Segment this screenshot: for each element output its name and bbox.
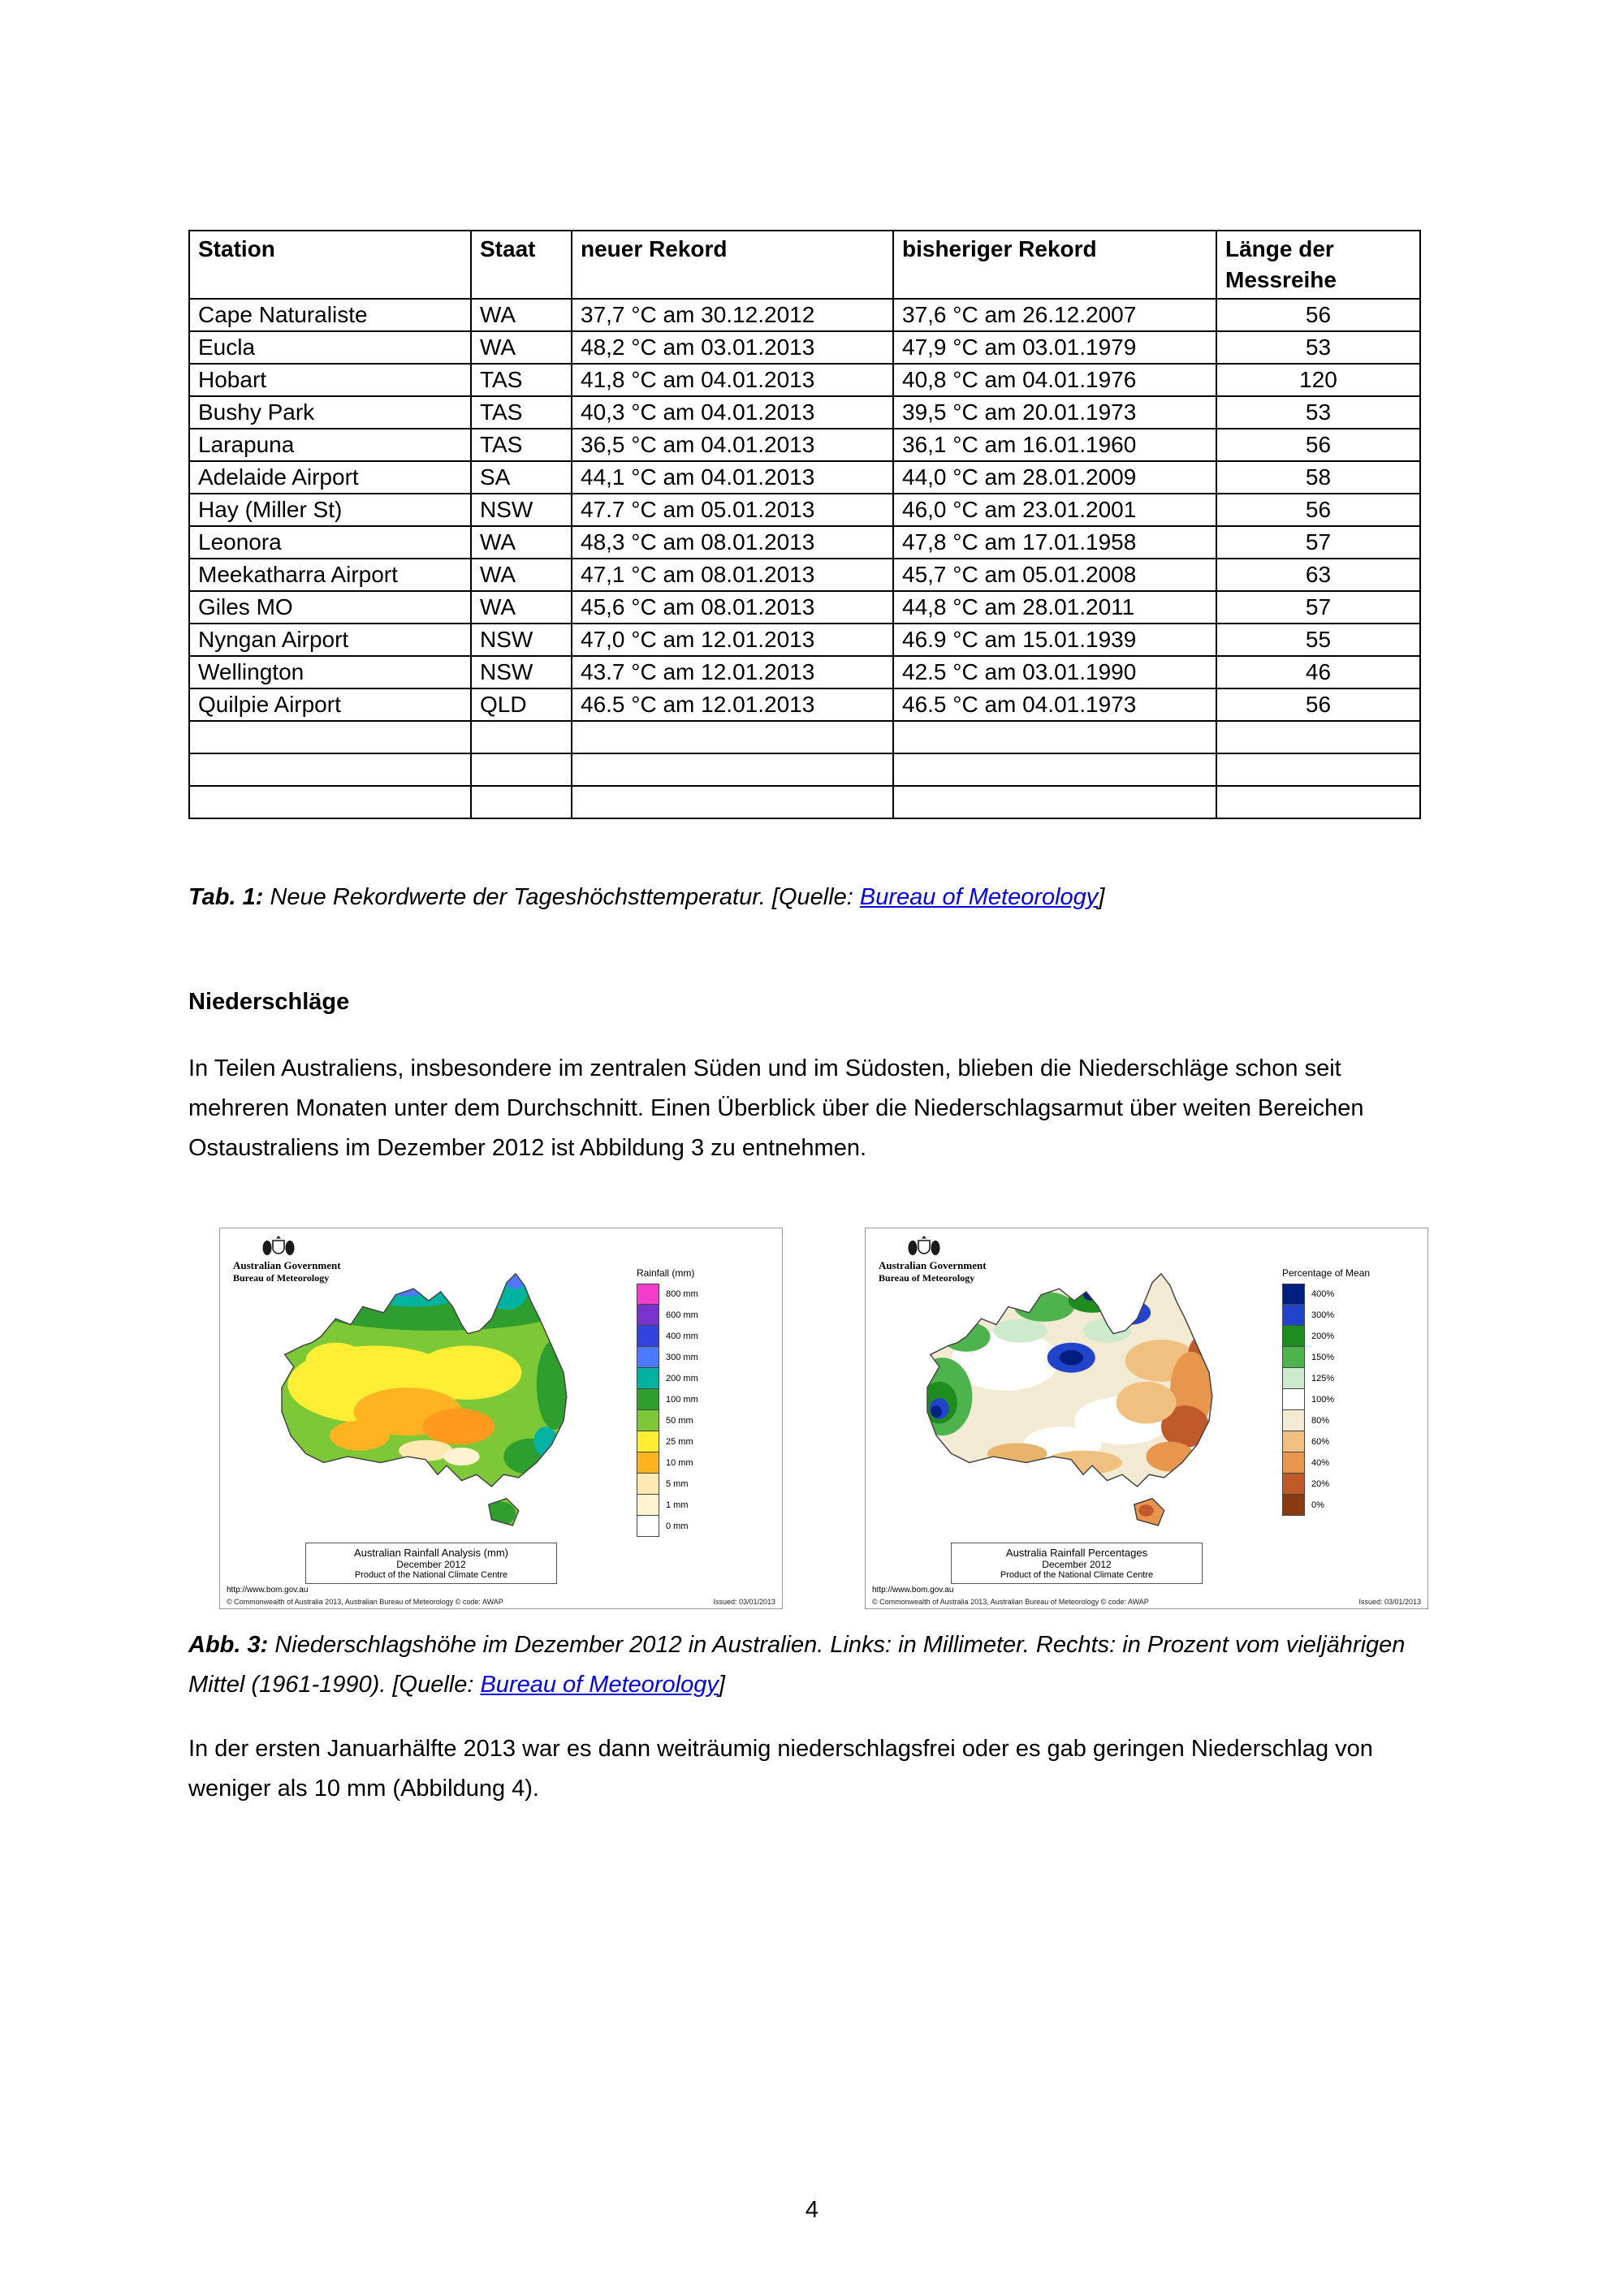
table-cell: 47,8 °C am 17.01.1958: [893, 526, 1216, 559]
map-title-line2: December 2012: [1042, 1559, 1112, 1570]
table-row: [189, 494, 1420, 526]
legend-item: [1282, 1410, 1408, 1431]
legend-label: 400%: [1311, 1289, 1335, 1299]
legend-item: [1282, 1474, 1408, 1495]
table-cell: SA: [471, 461, 572, 494]
table-cell: Hobart: [189, 364, 471, 396]
gov-line-1: Australian Government: [233, 1259, 341, 1271]
legend-item: [1282, 1389, 1408, 1410]
legend-swatch: [637, 1389, 659, 1410]
legend-label: 600 mm: [666, 1310, 698, 1320]
gov-line-1: Australian Government: [879, 1259, 987, 1271]
table-cell: Wellington: [189, 656, 471, 688]
legend-swatch: [637, 1284, 659, 1305]
table-cell: 55: [1216, 624, 1420, 656]
table-cell: [471, 721, 572, 753]
legend-label: 40%: [1311, 1458, 1330, 1468]
table-cell: Bushy Park: [189, 396, 471, 429]
table-cell: 39,5 °C am 20.01.1973: [893, 396, 1216, 429]
records-table-body: [189, 299, 1420, 818]
table-cell: [471, 786, 572, 818]
table-cell: [572, 753, 893, 786]
legend-item: [637, 1495, 762, 1516]
table-row: [189, 786, 1420, 818]
table-cell: Giles MO: [189, 591, 471, 624]
figure-caption: [188, 1625, 1423, 1705]
col-header-bisheriger-rekord: bisheriger Rekord: [893, 231, 1216, 299]
table-row: [189, 396, 1420, 429]
legend-label: 10 mm: [666, 1458, 693, 1468]
section-heading-niederschlaege: Niederschläge: [188, 989, 350, 1015]
table-cell: 56: [1216, 494, 1420, 526]
australia-percentage-map-graphic: [888, 1271, 1278, 1547]
table-cell: 63: [1216, 559, 1420, 591]
table-cell: 46.9 °C am 15.01.1939: [893, 624, 1216, 656]
legend-swatch: [1282, 1452, 1305, 1474]
table-cell: 46,0 °C am 23.01.2001: [893, 494, 1216, 526]
coat-of-arms-icon: [261, 1235, 296, 1258]
gov-line-2: Bureau of Meteorology: [879, 1272, 975, 1284]
legend-swatch: [637, 1495, 659, 1516]
table-caption: [188, 878, 1423, 917]
legend-item: [637, 1305, 762, 1326]
legend-item: [1282, 1284, 1408, 1305]
table-cell: [189, 721, 471, 753]
table-cell: 48,2 °C am 03.01.2013: [572, 331, 893, 364]
table-row: [189, 721, 1420, 753]
legend-swatch: [1282, 1368, 1305, 1389]
legend-item: [637, 1389, 762, 1410]
legend-label: 125%: [1311, 1374, 1335, 1383]
table-cell: 40,8 °C am 04.01.1976: [893, 364, 1216, 396]
legend-swatch: [1282, 1326, 1305, 1347]
gov-line-2: Bureau of Meteorology: [233, 1272, 330, 1284]
legend-label: 200%: [1311, 1331, 1335, 1341]
table-cell: NSW: [471, 624, 572, 656]
legend-label: 0 mm: [666, 1521, 689, 1531]
table-row: [189, 299, 1420, 331]
table-row: [189, 656, 1420, 688]
legend-item: [637, 1284, 762, 1305]
table-row: [189, 429, 1420, 461]
legend-label: 300%: [1311, 1310, 1335, 1320]
legend-label: 80%: [1311, 1416, 1330, 1426]
table-cell: 37,6 °C am 26.12.2007: [893, 299, 1216, 331]
table-cell: [189, 786, 471, 818]
legend-swatch: [1282, 1347, 1305, 1368]
bureau-of-meteorology-link-1[interactable]: Bureau of Meteorology: [859, 884, 1099, 910]
map-url: http://www.bom.gov.au: [872, 1586, 954, 1595]
map-url: http://www.bom.gov.au: [227, 1586, 309, 1595]
temperature-records-table: [188, 230, 1421, 819]
legend-items: [637, 1284, 762, 1537]
legend-item: [1282, 1452, 1408, 1474]
table-cell: 48,3 °C am 08.01.2013: [572, 526, 893, 559]
table-cell: [893, 721, 1216, 753]
legend-item: [1282, 1305, 1408, 1326]
table-row: [189, 461, 1420, 494]
table-cell: Adelaide Airport: [189, 461, 471, 494]
table-row: [189, 624, 1420, 656]
legend-label: 100%: [1311, 1395, 1335, 1405]
table-cell: 40,3 °C am 04.01.2013: [572, 396, 893, 429]
legend-label: 150%: [1311, 1353, 1335, 1362]
legend-item: [637, 1410, 762, 1431]
australia-rainfall-map-graphic: [243, 1271, 633, 1547]
col-header-station: Station: [189, 231, 471, 299]
legend-swatch: [637, 1368, 659, 1389]
legend-swatch: [637, 1431, 659, 1452]
table-caption-close: ]: [1098, 884, 1105, 910]
table-cell: 45,6 °C am 08.01.2013: [572, 591, 893, 624]
legend-label: 100 mm: [666, 1395, 698, 1405]
table-head: [189, 231, 1420, 299]
legend-swatch: [1282, 1474, 1305, 1495]
table-cell: 44,8 °C am 28.01.2011: [893, 591, 1216, 624]
table-cell: 46: [1216, 656, 1420, 688]
legend-label: 50 mm: [666, 1416, 693, 1426]
table-cell: Quilpie Airport: [189, 688, 471, 721]
table-cell: WA: [471, 299, 572, 331]
table-cell: 42.5 °C am 03.01.1990: [893, 656, 1216, 688]
map-title-line2: December 2012: [396, 1559, 466, 1570]
table-cell: TAS: [471, 396, 572, 429]
figure-3-maps: [219, 1228, 1428, 1609]
legend-item: [637, 1474, 762, 1495]
figure-caption-close: ]: [718, 1672, 725, 1698]
table-cell: [189, 753, 471, 786]
legend-label: 300 mm: [666, 1353, 698, 1362]
legend-label: 800 mm: [666, 1289, 698, 1299]
table-cell: 47,9 °C am 03.01.1979: [893, 331, 1216, 364]
table-cell: [471, 753, 572, 786]
table-caption-text: Neue Rekordwerte der Tageshöchsttemperatur. [Quelle:: [263, 884, 860, 910]
table-cell: Larapuna: [189, 429, 471, 461]
map-issued: Issued: 03/01/2013: [713, 1598, 775, 1606]
legend-swatch: [1282, 1431, 1305, 1452]
legend-item: [1282, 1368, 1408, 1389]
table-cell: Meekatharra Airport: [189, 559, 471, 591]
table-cell: [572, 721, 893, 753]
table-cell: [893, 753, 1216, 786]
table-cell: 47.7 °C am 05.01.2013: [572, 494, 893, 526]
legend-swatch: [637, 1474, 659, 1495]
map-footer: [872, 1598, 1421, 1606]
legend-item: [637, 1326, 762, 1347]
legend-swatch: [1282, 1305, 1305, 1326]
table-cell: WA: [471, 526, 572, 559]
table-cell: 56: [1216, 429, 1420, 461]
map-title-line1: Australia Rainfall Percentages: [1005, 1547, 1148, 1559]
table-cell: 56: [1216, 299, 1420, 331]
table-cell: WA: [471, 331, 572, 364]
figure-caption-text: Niederschlagshöhe im Dezember 2012 in Australien. Links: in Millimeter. Rechts: in Prozent vom vieljährigen Mittel (1961-1990). [Quelle:: [188, 1632, 1406, 1698]
legend-label: 0%: [1311, 1500, 1324, 1510]
legend-item: [637, 1452, 762, 1474]
legend-label: 20%: [1311, 1479, 1330, 1489]
table-cell: Cape Naturaliste: [189, 299, 471, 331]
legend-label: 200 mm: [666, 1374, 698, 1383]
rainfall-mm-map: [219, 1228, 783, 1609]
table-row: [189, 591, 1420, 624]
rainfall-percentage-map: [865, 1228, 1428, 1609]
table-cell: NSW: [471, 494, 572, 526]
legend-swatch: [637, 1326, 659, 1347]
table-cell: Hay (Miller St): [189, 494, 471, 526]
table-cell: 43.7 °C am 12.01.2013: [572, 656, 893, 688]
table-cell: 41,8 °C am 04.01.2013: [572, 364, 893, 396]
table-cell: QLD: [471, 688, 572, 721]
legend-item: [1282, 1431, 1408, 1452]
legend-swatch: [637, 1305, 659, 1326]
map-copyright: © Commonwealth of Australia 2013, Australian Bureau of Meteorology © code: AWAP: [227, 1598, 503, 1606]
legend-item: [1282, 1326, 1408, 1347]
table-caption-label: Tab. 1:: [188, 884, 264, 910]
legend-label: 60%: [1311, 1437, 1330, 1447]
table-cell: [1216, 721, 1420, 753]
table-header-row: [189, 231, 1420, 299]
bureau-of-meteorology-link-2[interactable]: Bureau of Meteorology: [480, 1672, 719, 1698]
legend-item: [637, 1516, 762, 1537]
legend-label: 1 mm: [666, 1500, 689, 1510]
legend-swatch: [1282, 1284, 1305, 1305]
legend-item: [1282, 1347, 1408, 1368]
map-title-line1: Australian Rainfall Analysis (mm): [353, 1547, 508, 1559]
legend-swatch: [637, 1516, 659, 1537]
legend-title: Rainfall (mm): [637, 1267, 695, 1279]
table-cell: Eucla: [189, 331, 471, 364]
table-cell: [1216, 786, 1420, 818]
map-title-block: [305, 1543, 557, 1584]
paragraph-rainfall-overview: In Teilen Australiens, insbesondere im zentralen Süden und im Südosten, blieben die Niederschläge schon seit mehreren Monaten unter dem Durchschnitt. Einen Überblick über die Niederschlagsarmut über weiten Bereichen Ostaustraliens im Dezember 2012 ist Abbildung 3 zu entnehmen.: [188, 1055, 1364, 1161]
legend-label: 5 mm: [666, 1479, 689, 1489]
table-cell: 36,1 °C am 16.01.1960: [893, 429, 1216, 461]
table-cell: 56: [1216, 688, 1420, 721]
table-cell: TAS: [471, 364, 572, 396]
table-cell: [1216, 753, 1420, 786]
legend-items: [1282, 1284, 1408, 1516]
table-cell: WA: [471, 591, 572, 624]
table-cell: 46.5 °C am 04.01.1973: [893, 688, 1216, 721]
legend-item: [637, 1347, 762, 1368]
rainfall-legend: [637, 1267, 762, 1537]
table-cell: 58: [1216, 461, 1420, 494]
table-cell: 44,0 °C am 28.01.2009: [893, 461, 1216, 494]
map-title-block: [951, 1543, 1203, 1584]
table-cell: 57: [1216, 526, 1420, 559]
table-cell: 46.5 °C am 12.01.2013: [572, 688, 893, 721]
table-row: [189, 559, 1420, 591]
map-copyright: © Commonwealth of Australia 2013, Australian Bureau of Meteorology © code: AWAP: [872, 1598, 1149, 1606]
table-cell: 53: [1216, 331, 1420, 364]
table-cell: 45,7 °C am 05.01.2008: [893, 559, 1216, 591]
map-title-line3: Product of the National Climate Centre: [1000, 1570, 1154, 1580]
legend-label: 25 mm: [666, 1437, 693, 1447]
legend-swatch: [1282, 1410, 1305, 1431]
table-cell: [572, 786, 893, 818]
legend-title: Percentage of Mean: [1282, 1267, 1371, 1279]
table-cell: 47,0 °C am 12.01.2013: [572, 624, 893, 656]
table-cell: [893, 786, 1216, 818]
table-cell: 36,5 °C am 04.01.2013: [572, 429, 893, 461]
table-row: [189, 331, 1420, 364]
map-title-line3: Product of the National Climate Centre: [354, 1570, 508, 1580]
table-row: [189, 753, 1420, 786]
legend-item: [1282, 1495, 1408, 1516]
table-row: [189, 364, 1420, 396]
table-cell: TAS: [471, 429, 572, 461]
legend-swatch: [637, 1452, 659, 1474]
table-cell: Leonora: [189, 526, 471, 559]
legend-swatch: [1282, 1495, 1305, 1516]
page-number: 4: [805, 2197, 819, 2223]
legend-swatch: [637, 1347, 659, 1368]
table-cell: NSW: [471, 656, 572, 688]
table-cell: 44,1 °C am 04.01.2013: [572, 461, 893, 494]
col-header-neuer-rekord: neuer Rekord: [572, 231, 893, 299]
table-cell: 120: [1216, 364, 1420, 396]
table-cell: 47,1 °C am 08.01.2013: [572, 559, 893, 591]
col-header-laenge-messreihe: Länge der Messreihe: [1216, 231, 1420, 299]
percentage-legend: [1282, 1267, 1408, 1516]
table-row: [189, 526, 1420, 559]
table-row: [189, 688, 1420, 721]
legend-item: [637, 1431, 762, 1452]
map-footer: [227, 1598, 775, 1606]
legend-item: [637, 1368, 762, 1389]
map-issued: Issued: 03/01/2013: [1358, 1598, 1421, 1606]
figure-caption-label: Abb. 3:: [188, 1632, 269, 1658]
table-cell: Nyngan Airport: [189, 624, 471, 656]
table-cell: WA: [471, 559, 572, 591]
table-cell: 37,7 °C am 30.12.2012: [572, 299, 893, 331]
legend-swatch: [637, 1410, 659, 1431]
coat-of-arms-icon: [906, 1235, 942, 1258]
table-cell: 57: [1216, 591, 1420, 624]
legend-label: 400 mm: [666, 1331, 698, 1341]
table-cell: 53: [1216, 396, 1420, 429]
legend-swatch: [1282, 1389, 1305, 1410]
col-header-staat: Staat: [471, 231, 572, 299]
paragraph-january-rainfall: In der ersten Januarhälfte 2013 war es dann weiträumig niederschlagsfrei oder es gab geringen Niederschlag von weniger als 10 mm (Abbildung 4).: [188, 1736, 1373, 1802]
